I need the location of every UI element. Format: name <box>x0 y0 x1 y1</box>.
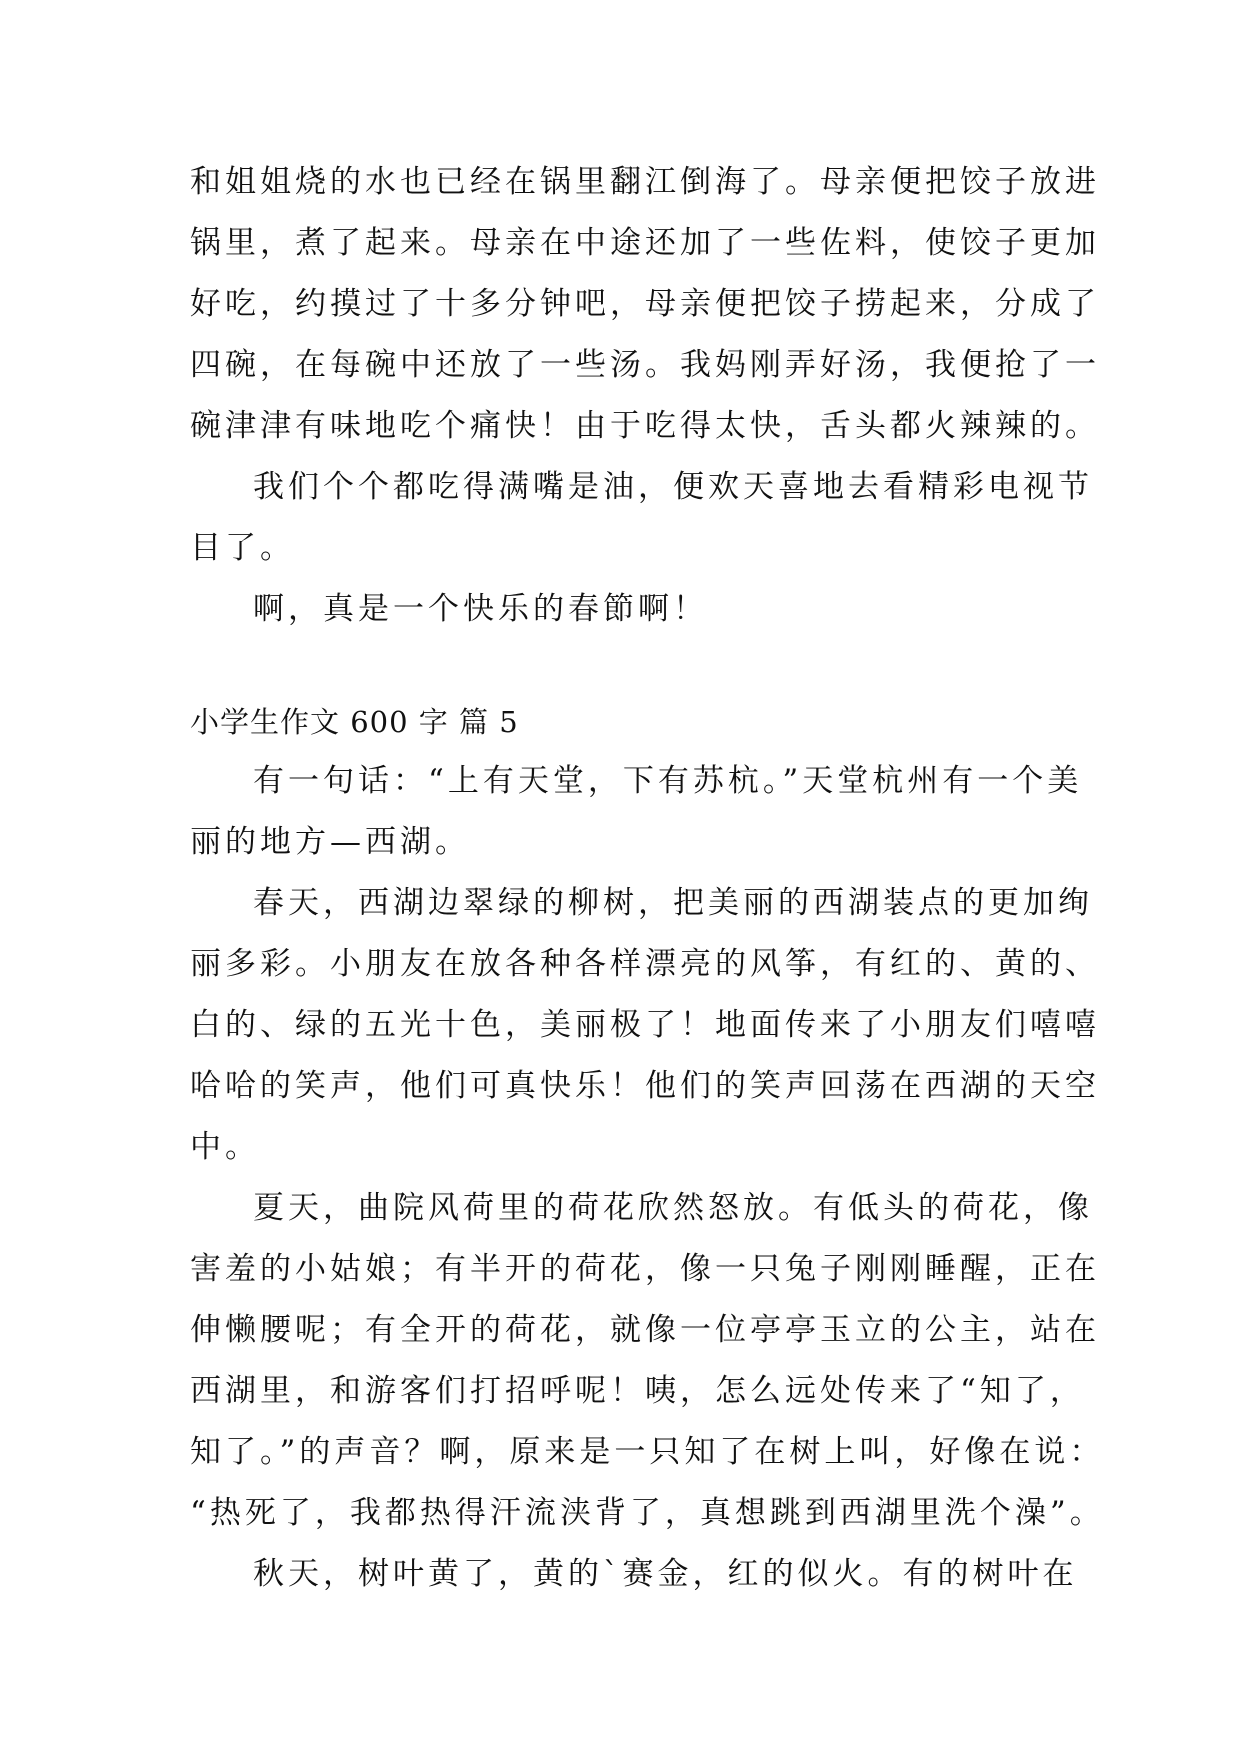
text-line: 丽的地方—西湖。 <box>190 824 470 860</box>
text-line: 哈哈的笑声，他们可真快乐！他们的笑声回荡在西湖的天空 <box>190 1068 1100 1104</box>
text-line: 有一句话：“上有天堂，下有苏杭。”天堂杭州有一个美 <box>253 763 1083 799</box>
text-line: 害羞的小姑娘；有半开的荷花，像一只兔子刚刚睡醒，正在 <box>190 1251 1100 1287</box>
text-line: 秋天，树叶黄了，黄的`赛金，红的似火。有的树叶在 <box>253 1556 1078 1592</box>
text-line: 好吃，约摸过了十多分钟吧，母亲便把饺子捞起来，分成了 <box>190 286 1100 322</box>
text-line: 四碗，在每碗中还放了一些汤。我妈刚弄好汤，我便抢了一 <box>190 347 1100 383</box>
text-line: 啊，真是一个快乐的春節啊！ <box>253 591 708 627</box>
text-line: 白的、绿的五光十色，美丽极了！地面传来了小朋友们嘻嘻 <box>190 1007 1100 1043</box>
text-line: 中。 <box>190 1129 260 1165</box>
text-line: 碗津津有味地吃个痛快！由于吃得太快，舌头都火辣辣的。 <box>190 408 1100 444</box>
text-line: 西湖里，和游客们打招呼呢！咦，怎么远处传来了“知了， <box>190 1373 1085 1409</box>
text-line: 知了。”的声音？啊，原来是一只知了在树上叫，好像在说： <box>190 1434 1105 1470</box>
text-line: “热死了，我都热得汗流浃背了，真想跳到西湖里洗个澡”。 <box>190 1495 1105 1531</box>
text-line: 丽多彩。小朋友在放各种各样漂亮的风筝，有红的、黄的、 <box>190 946 1100 982</box>
text-line: 目了。 <box>190 530 295 566</box>
section-title: 小学生作文 600 字 篇 5 <box>190 705 519 739</box>
text-line: 和姐姐烧的水也已经在锅里翻江倒海了。母亲便把饺子放进 <box>190 164 1100 200</box>
text-line: 夏天，曲院风荷里的荷花欣然怒放。有低头的荷花，像 <box>253 1190 1093 1226</box>
text-line: 锅里，煮了起来。母亲在中途还加了一些佐料，使饺子更加 <box>190 225 1100 261</box>
text-line: 春天，西湖边翠绿的柳树，把美丽的西湖装点的更加绚 <box>253 885 1093 921</box>
text-line: 我们个个都吃得满嘴是油，便欢天喜地去看精彩电视节 <box>253 469 1093 505</box>
text-line: 伸懒腰呢；有全开的荷花，就像一位亭亭玉立的公主，站在 <box>190 1312 1100 1348</box>
